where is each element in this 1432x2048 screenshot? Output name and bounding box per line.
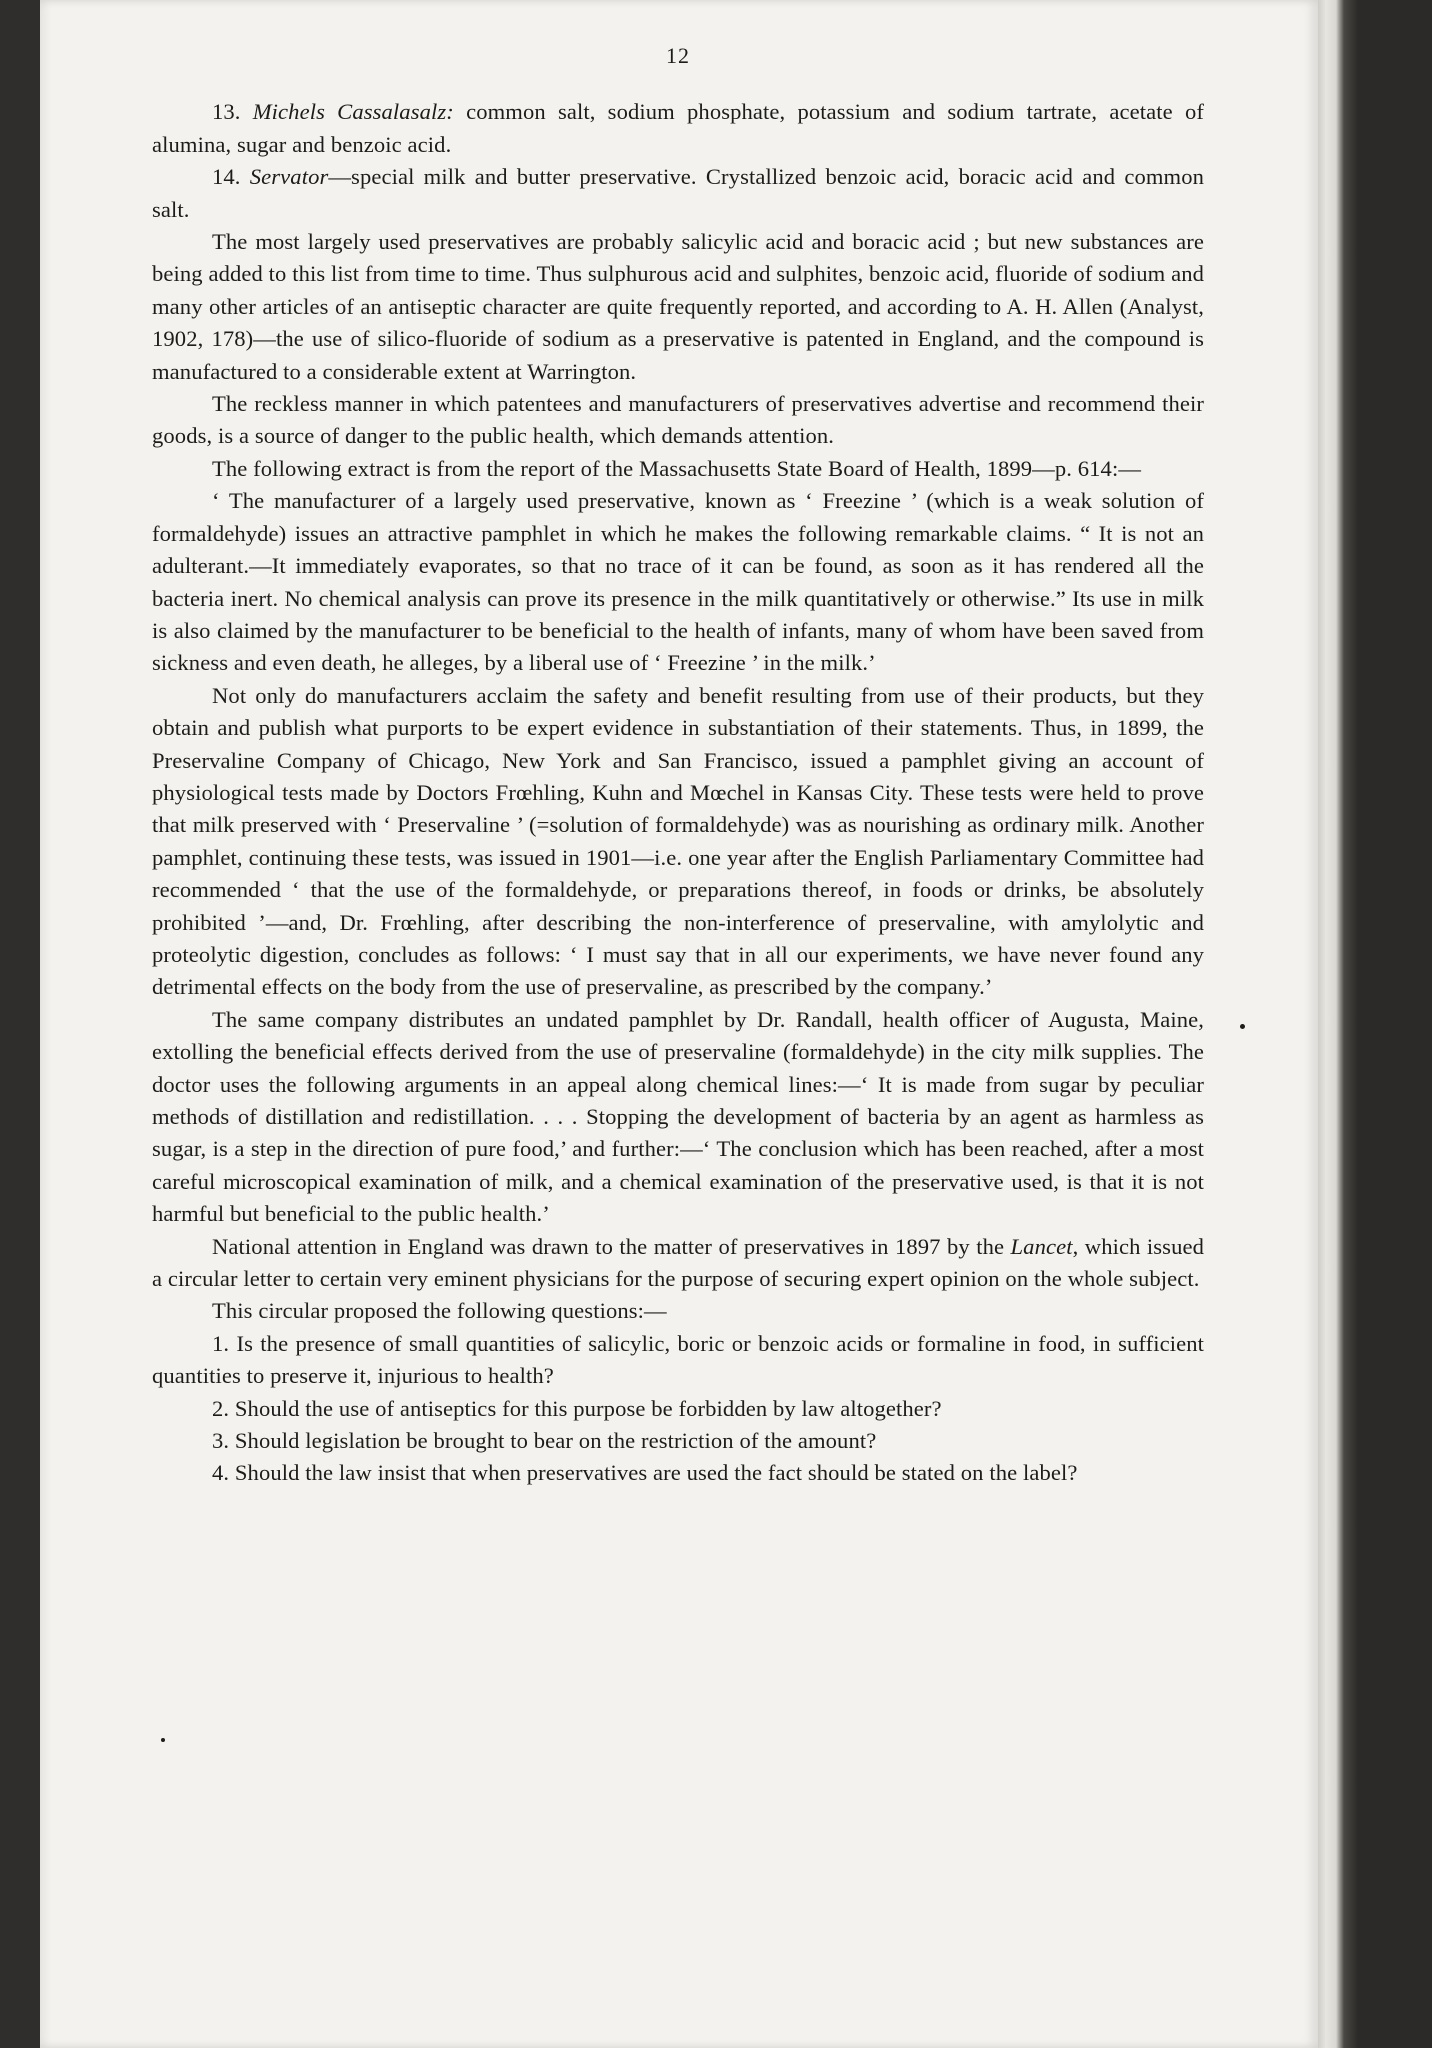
- page-number: 12: [666, 43, 690, 68]
- item-text: —special milk and butter preservative. Crystallized benzoic acid, boracic acid and common salt.: [152, 164, 1204, 222]
- paragraph-randall: The same company distributes an undated pamphlet by Dr. Randall, health officer of Augusta, Maine, extolling the beneficial effects derived from the use of preservaline (formaldehyde) in the city milk supplies. The doctor uses the following arguments in an appeal along chemical lines:—‘ It is made from sugar by peculiar methods of distillation and redistillation. . . . Stopping the development of bacteria by an agent as harmless as sugar, is a step in the direction of pure food,’ and further:—‘ The conclusion which has been reached, after a most careful microscopical examination of milk, and a chemical examination of the preservative used, is that it is not harmful but beneficial to the public health.’: [152, 1006, 1204, 1227]
- ink-speck: [1240, 1024, 1245, 1029]
- question-2: 2. Should the use of antiseptics for this purpose be forbidden by law altogether?: [212, 1395, 942, 1421]
- paragraph-lancet: [152, 1231, 1204, 1296]
- ink-speck: [161, 1738, 165, 1742]
- page-edge: [1318, 0, 1432, 2048]
- paragraph-lancet-end: , which issued a circular letter to certain very eminent physicians for the purpose of securing expert opinion on the whole subject.: [152, 1233, 1204, 1292]
- paragraph-reckless-manner: The reckless manner in which patentees and manufacturers of preservatives advertise and recommend their goods, is a source of danger to the public health, which demands attention.: [152, 391, 1204, 449]
- list-item-13: [152, 96, 1204, 161]
- paragraph-lancet-start: National attention in England was drawn to the matter of preservatives in 1897 by the: [212, 1233, 1011, 1259]
- item-name: Servator: [249, 164, 329, 190]
- paragraph-freezine-quote: ‘ The manufacturer of a largely used preservative, known as ‘ Freezine ’ (which is a weak solution of formaldehyde) issues an attractive pamphlet in which he makes the following remarkable claims. “ It is not an adulterant.—It immediately evaporates, so that no trace of it can be found, as soon as it has rendered all the bacteria inert. No chemical analysis can prove its presence in the milk quantitatively or otherwise.” Its use in milk is also claimed by the manufacturer to be beneficial to the health of infants, many of whom have been saved from sickness and even death, he alleges, by a liberal use of ‘ Freezine ’ in the milk.’: [152, 488, 1204, 676]
- question-4: 4. Should the law insist that when preservatives are used the fact should be stated on the label?: [212, 1460, 1078, 1486]
- paragraph-extract-intro: The following extract is from the report of the Massachusetts State Board of Health, 1899—p. 614:—: [212, 455, 1142, 481]
- lancet-title: Lancet: [1010, 1233, 1073, 1259]
- item-number: 14.: [212, 164, 241, 190]
- question-1: 1. Is the presence of small quantities of salicylic, boric or benzoic acids or formaline in food, in sufficient quantities to preserve it, injurious to health?: [152, 1330, 1204, 1389]
- item-name: Michels Cassalasalz:: [252, 99, 454, 125]
- paragraph-preservaline: Not only do manufacturers acclaim the safety and benefit resulting from use of their products, but they obtain and publish what purports to be expert evidence in substantiation of their statements. Thus, in 1899, the Preservaline Company of Chicago, New York and San Francisco, issued a pamphlet giving an account of physiological tests made by Doctors Frœhling, Kuhn and Mœchel in Kansas City. These tests were held to prove that milk preserved with ‘ Preservaline ’ (=solution of formaldehyde) was as nourishing as ordinary milk. Another pamphlet, continuing these tests, was issued in 1901—i.e. one year after the English Parliamentary Committee had recommended ‘ that the use of the formaldehyde, or preparations thereof, in foods or drinks, be absolutely prohibited ’—and, Dr. Frœhling, after describing the non-interference of preservaline, with amylolytic and proteolytic digestion, concludes as follows: ‘ I must say that in all our experiments, we have never found any detrimental effects on the body from the use of preservaline, as prescribed by the company.’: [152, 682, 1204, 1000]
- paragraph-circular: This circular proposed the following questions:—: [212, 1298, 667, 1324]
- list-item-14: [152, 161, 1204, 226]
- question-3: 3. Should legislation be brought to bear on the restriction of the amount?: [212, 1428, 877, 1454]
- item-text: common salt, sodium phosphate, potassium and sodium tartrate, acetate of alumina, sugar and benzoic acid.: [152, 99, 1204, 157]
- page-text: [152, 40, 1204, 1490]
- paragraph-preservatives-list: The most largely used preservatives are probably salicylic acid and boracic acid ; but new substances are being added to this list from time to time. Thus sulphurous acid and sulphites, benzoic acid, fluoride of sodium and many other articles of an antiseptic character are quite frequently reported, and according to A. H. Allen (Analyst, 1902, 178)—the use of silico-fluoride of sodium as a preservative is patented in England, and the compound is manufactured to a considerable extent at Warrington.: [152, 229, 1204, 384]
- item-number: 13.: [212, 99, 241, 125]
